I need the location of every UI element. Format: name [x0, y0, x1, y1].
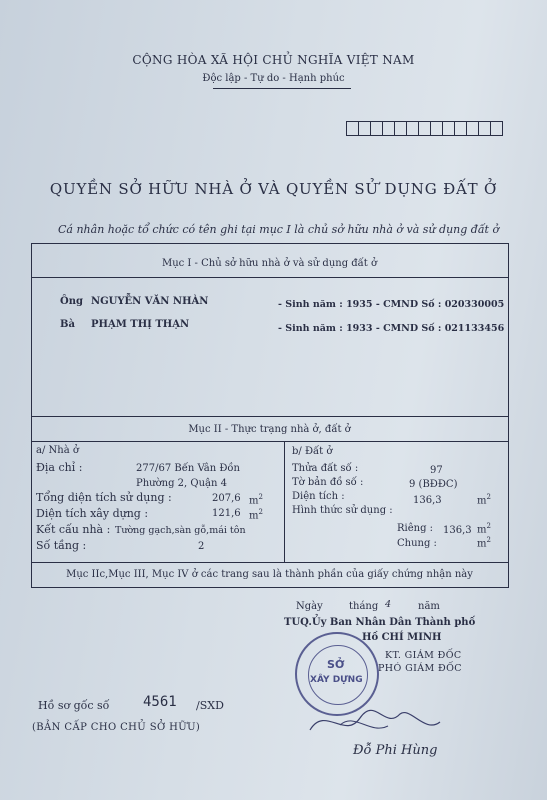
- map-label: Tờ bản đồ số :: [292, 477, 364, 488]
- date-month-label: tháng: [349, 601, 379, 612]
- record-number: 4561: [143, 694, 177, 710]
- private-unit: $m^2$: [477, 522, 491, 536]
- signer-name: Đỗ Phi Hùng: [353, 743, 438, 758]
- structure-value: Tường gạch,sàn gỗ,mái tôn: [115, 525, 246, 536]
- owner2-prefix: Bà: [60, 319, 75, 330]
- column-divider: [284, 441, 285, 563]
- date-month-value: 4: [385, 599, 392, 610]
- authority-line1: TUQ.Ủy Ban Nhân Dân Thành phố: [284, 617, 476, 628]
- map-value: 9 (BĐĐC): [409, 479, 458, 490]
- section1-heading: Mục I - Chủ sở hữu nhà ở và sử dụng đất ở: [161, 258, 378, 269]
- record-suffix: /SXD: [196, 699, 224, 712]
- address-label: Địa chỉ :: [36, 461, 83, 474]
- built-area-label: Diện tích xây dựng :: [36, 507, 149, 520]
- stamp-line1: SỞ: [327, 658, 345, 671]
- shared-label: Chung :: [397, 538, 437, 549]
- use-form-label: Hình thức sử dụng :: [292, 505, 393, 516]
- floors-value: 2: [198, 541, 205, 552]
- structure-label: Kết cấu nhà :: [36, 523, 111, 536]
- floors-label: Số tầng :: [36, 539, 87, 552]
- motto: Độc lập - Tự do - Hạnh phúc: [202, 73, 345, 84]
- house-heading: a/ Nhà ở: [36, 445, 79, 456]
- record-label: Hồ sơ gốc số: [38, 699, 110, 712]
- signature-scribble: [300, 700, 460, 745]
- total-area-label: Tổng diện tích sử dụng :: [36, 491, 172, 504]
- motto-underline: [213, 88, 351, 89]
- shared-unit: $m^2$: [477, 536, 491, 550]
- divider-footer: [31, 562, 508, 563]
- built-area-value: 121,6: [212, 508, 241, 519]
- section2-heading: Mục II - Thực trạng nhà ở, đất ở: [188, 424, 351, 435]
- private-label: Riêng :: [397, 523, 434, 534]
- divider-section1: [31, 277, 508, 278]
- issued-to: (BẢN CẤP CHO CHỦ SỞ HỮU): [32, 722, 201, 733]
- country-header: CỘNG HÒA XÃ HỘI CHỦ NGHĨA VIỆT NAM: [132, 53, 415, 67]
- private-value: 136,3: [443, 525, 472, 536]
- address-line1: 277/67 Bến Vân Đồn: [136, 463, 240, 474]
- parcel-label: Thửa đất số :: [292, 463, 359, 474]
- document-title: QUYỀN SỞ HỮU NHÀ Ở VÀ QUYỀN SỬ DỤNG ĐẤT Ở: [49, 180, 498, 198]
- divider-section2-top: [31, 416, 508, 417]
- date-year-label: năm: [418, 601, 440, 612]
- footer-note: Mục IIc,Mục III, Mục IV ở các trang sau là thành phần của giấy chứng nhận này: [66, 569, 473, 580]
- authority-line2: Hồ CHÍ MINH: [362, 632, 442, 643]
- serial-number-boxes: [347, 121, 503, 136]
- stamp-line2: XÂY DỰNG: [310, 675, 363, 685]
- total-area-unit: $m^2$: [249, 493, 263, 507]
- owner1-info: - Sinh năm : 1935 - CMND Số : 020330005: [278, 299, 505, 310]
- built-area-unit: $m^2$: [249, 508, 263, 522]
- land-heading: b/ Đất ở: [292, 446, 333, 457]
- intro-text: Cá nhân hoặc tổ chức có tên ghi tại mục I là chủ sở hữu nhà ở và sử dụng đất ở: [58, 223, 500, 236]
- total-area-value: 207,6: [212, 493, 241, 504]
- owner2-info: - Sinh năm : 1933 - CMND Số : 021133456: [278, 323, 505, 334]
- land-area-label: Diện tích :: [292, 491, 345, 502]
- divider-section2-bottom: [31, 441, 508, 442]
- parcel-value: 97: [430, 465, 443, 476]
- owner1-name: NGUYỄN VĂN NHÀN: [91, 296, 209, 307]
- owner2-name: PHẠM THỊ THẠN: [91, 319, 190, 330]
- role-line1: KT. GIÁM ĐỐC: [385, 650, 462, 661]
- date-day-label: Ngày: [296, 601, 323, 612]
- land-area-value: 136,3: [413, 495, 442, 506]
- role-line2: PHÓ GIÁM ĐỐC: [378, 663, 462, 674]
- land-area-unit: $m^2$: [477, 493, 491, 507]
- address-line2: Phường 2, Quận 4: [136, 478, 227, 489]
- owner1-prefix: Ông: [60, 296, 83, 307]
